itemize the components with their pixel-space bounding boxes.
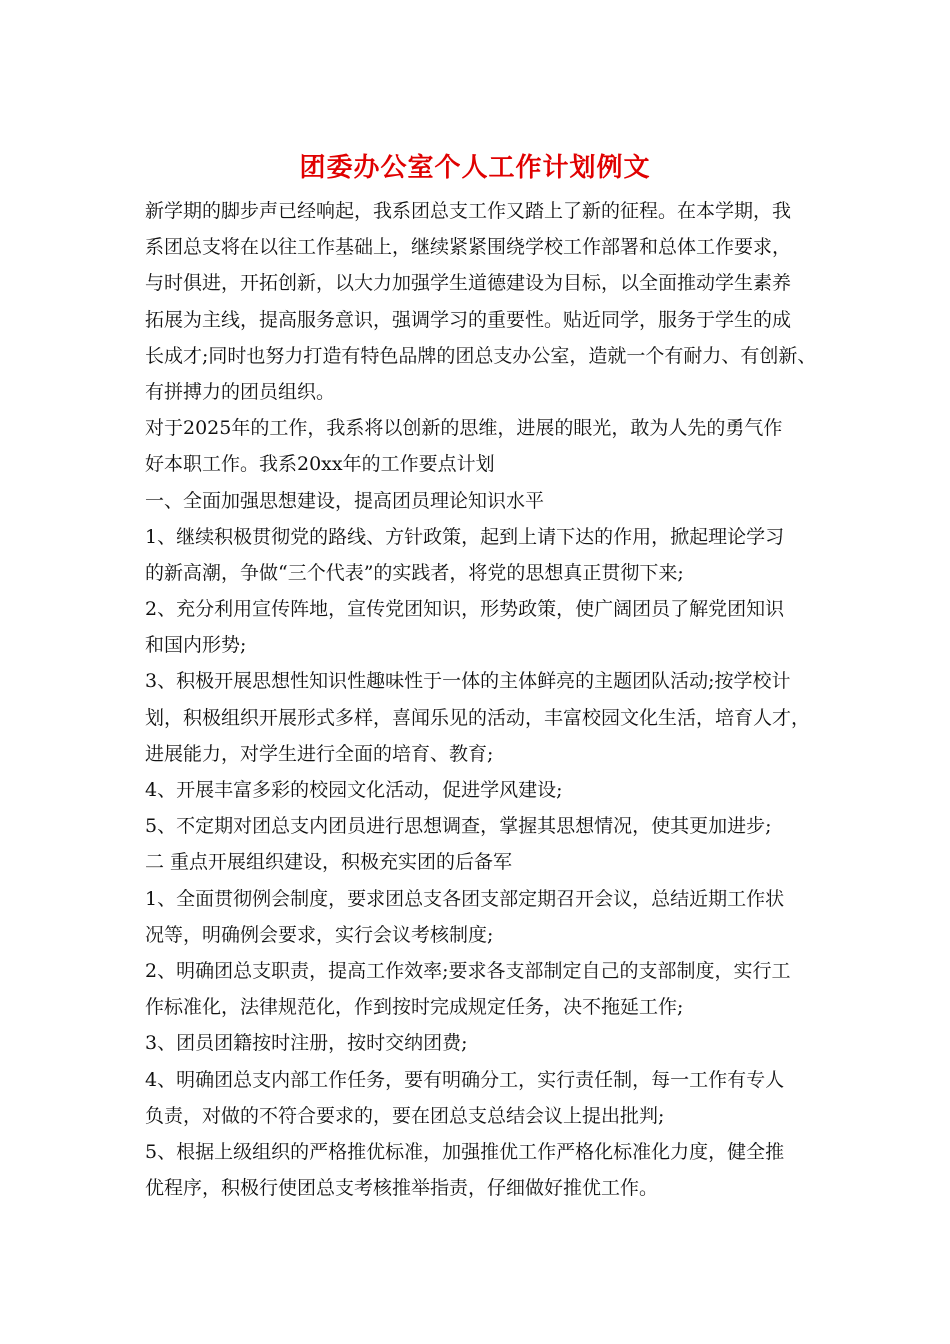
- body-line: 4、开展丰富多彩的校园文化活动，促进学风建设;: [145, 779, 563, 801]
- body-line: 负责，对做的不符合要求的，要在团总支总结会议上提出批判;: [145, 1104, 665, 1127]
- body-line: 新学期的脚步声已经响起，我系团总支工作又踏上了新的征程。在本学期，我: [145, 200, 792, 222]
- body-line: 长成才;同时也努力打造有特色品牌的团总支办公室，造就一个有耐力、有创新、: [145, 344, 817, 367]
- body-line: 5、不定期对团总支内团员进行思想调查，掌握其思想情况，使其更加进步;: [145, 815, 772, 838]
- body-line: 2、明确团总支职责，提高工作效率;要求各支部制定自己的支部制度，实行工: [145, 959, 791, 982]
- body-line: 好本职工作。我系20xx年的工作要点计划: [145, 453, 495, 476]
- body-line: 4、明确团总支内部工作任务，要有明确分工，实行责任制，每一工作有专人: [145, 1068, 785, 1091]
- body-line: 3、积极开展思想性知识性趣味性于一体的主体鲜亮的主题团队活动;按学校计: [145, 670, 791, 693]
- body-line: 有拼搏力的团员组织。: [145, 380, 336, 403]
- body-line: 与时俱进，开拓创新，以大力加强学生道德建设为目标，以全面推动学生素养: [145, 272, 792, 295]
- body-line: 2、充分利用宣传阵地，宣传党团知识，形势政策，使广阔团员了解党团知识: [145, 598, 785, 621]
- body-line: 1、继续积极贯彻党的路线、方针政策，起到上请下达的作用，掀起理论学习: [145, 525, 785, 548]
- body-line: 3、团员团籍按时注册，按时交纳团费;: [145, 1032, 468, 1055]
- body-line: 的新高潮，争做“三个代表”的实践者，将党的思想真正贯彻下来;: [145, 561, 684, 584]
- body-line: 和国内形势;: [145, 634, 247, 657]
- body-line: 系团总支将在以往工作基础上，继续紧紧围绕学校工作部署和总体工作要求，: [145, 236, 792, 259]
- body-line: 二 重点开展组织建设，积极充实团的后备军: [145, 851, 513, 874]
- body-line: 1、全面贯彻例会制度，要求团总支各团支部定期召开会议，总结近期工作状: [145, 887, 785, 910]
- body-line: 作标准化，法律规范化，作到按时完成规定任务，决不拖延工作;: [145, 996, 684, 1019]
- body-line: 5、根据上级组织的严格推优标准，加强推优工作严格化标准化力度，健全推: [145, 1140, 785, 1163]
- body-line: 一、全面加强思想建设，提高团员理论知识水平: [145, 489, 545, 512]
- document-body: [145, 193, 835, 1206]
- body-line: 况等，明确例会要求，实行会议考核制度;: [145, 923, 494, 946]
- body-line: 进展能力，对学生进行全面的培育、教育;: [145, 742, 494, 765]
- document-title: 团委办公室个人工作计划例文: [299, 153, 651, 183]
- body-line: 划，积极组织开展形式多样，喜闻乐见的活动，丰富校园文化生活，培育人才，: [145, 706, 811, 729]
- body-line: 拓展为主线，提高服务意识，强调学习的重要性。贴近同学，服务于学生的成: [145, 308, 792, 331]
- body-line: 对于2025年的工作，我系将以创新的思维，进展的眼光，敢为人先的勇气作: [145, 417, 783, 440]
- body-line: 优程序，积极行使团总支考核推举指责，仔细做好推优工作。: [145, 1177, 659, 1200]
